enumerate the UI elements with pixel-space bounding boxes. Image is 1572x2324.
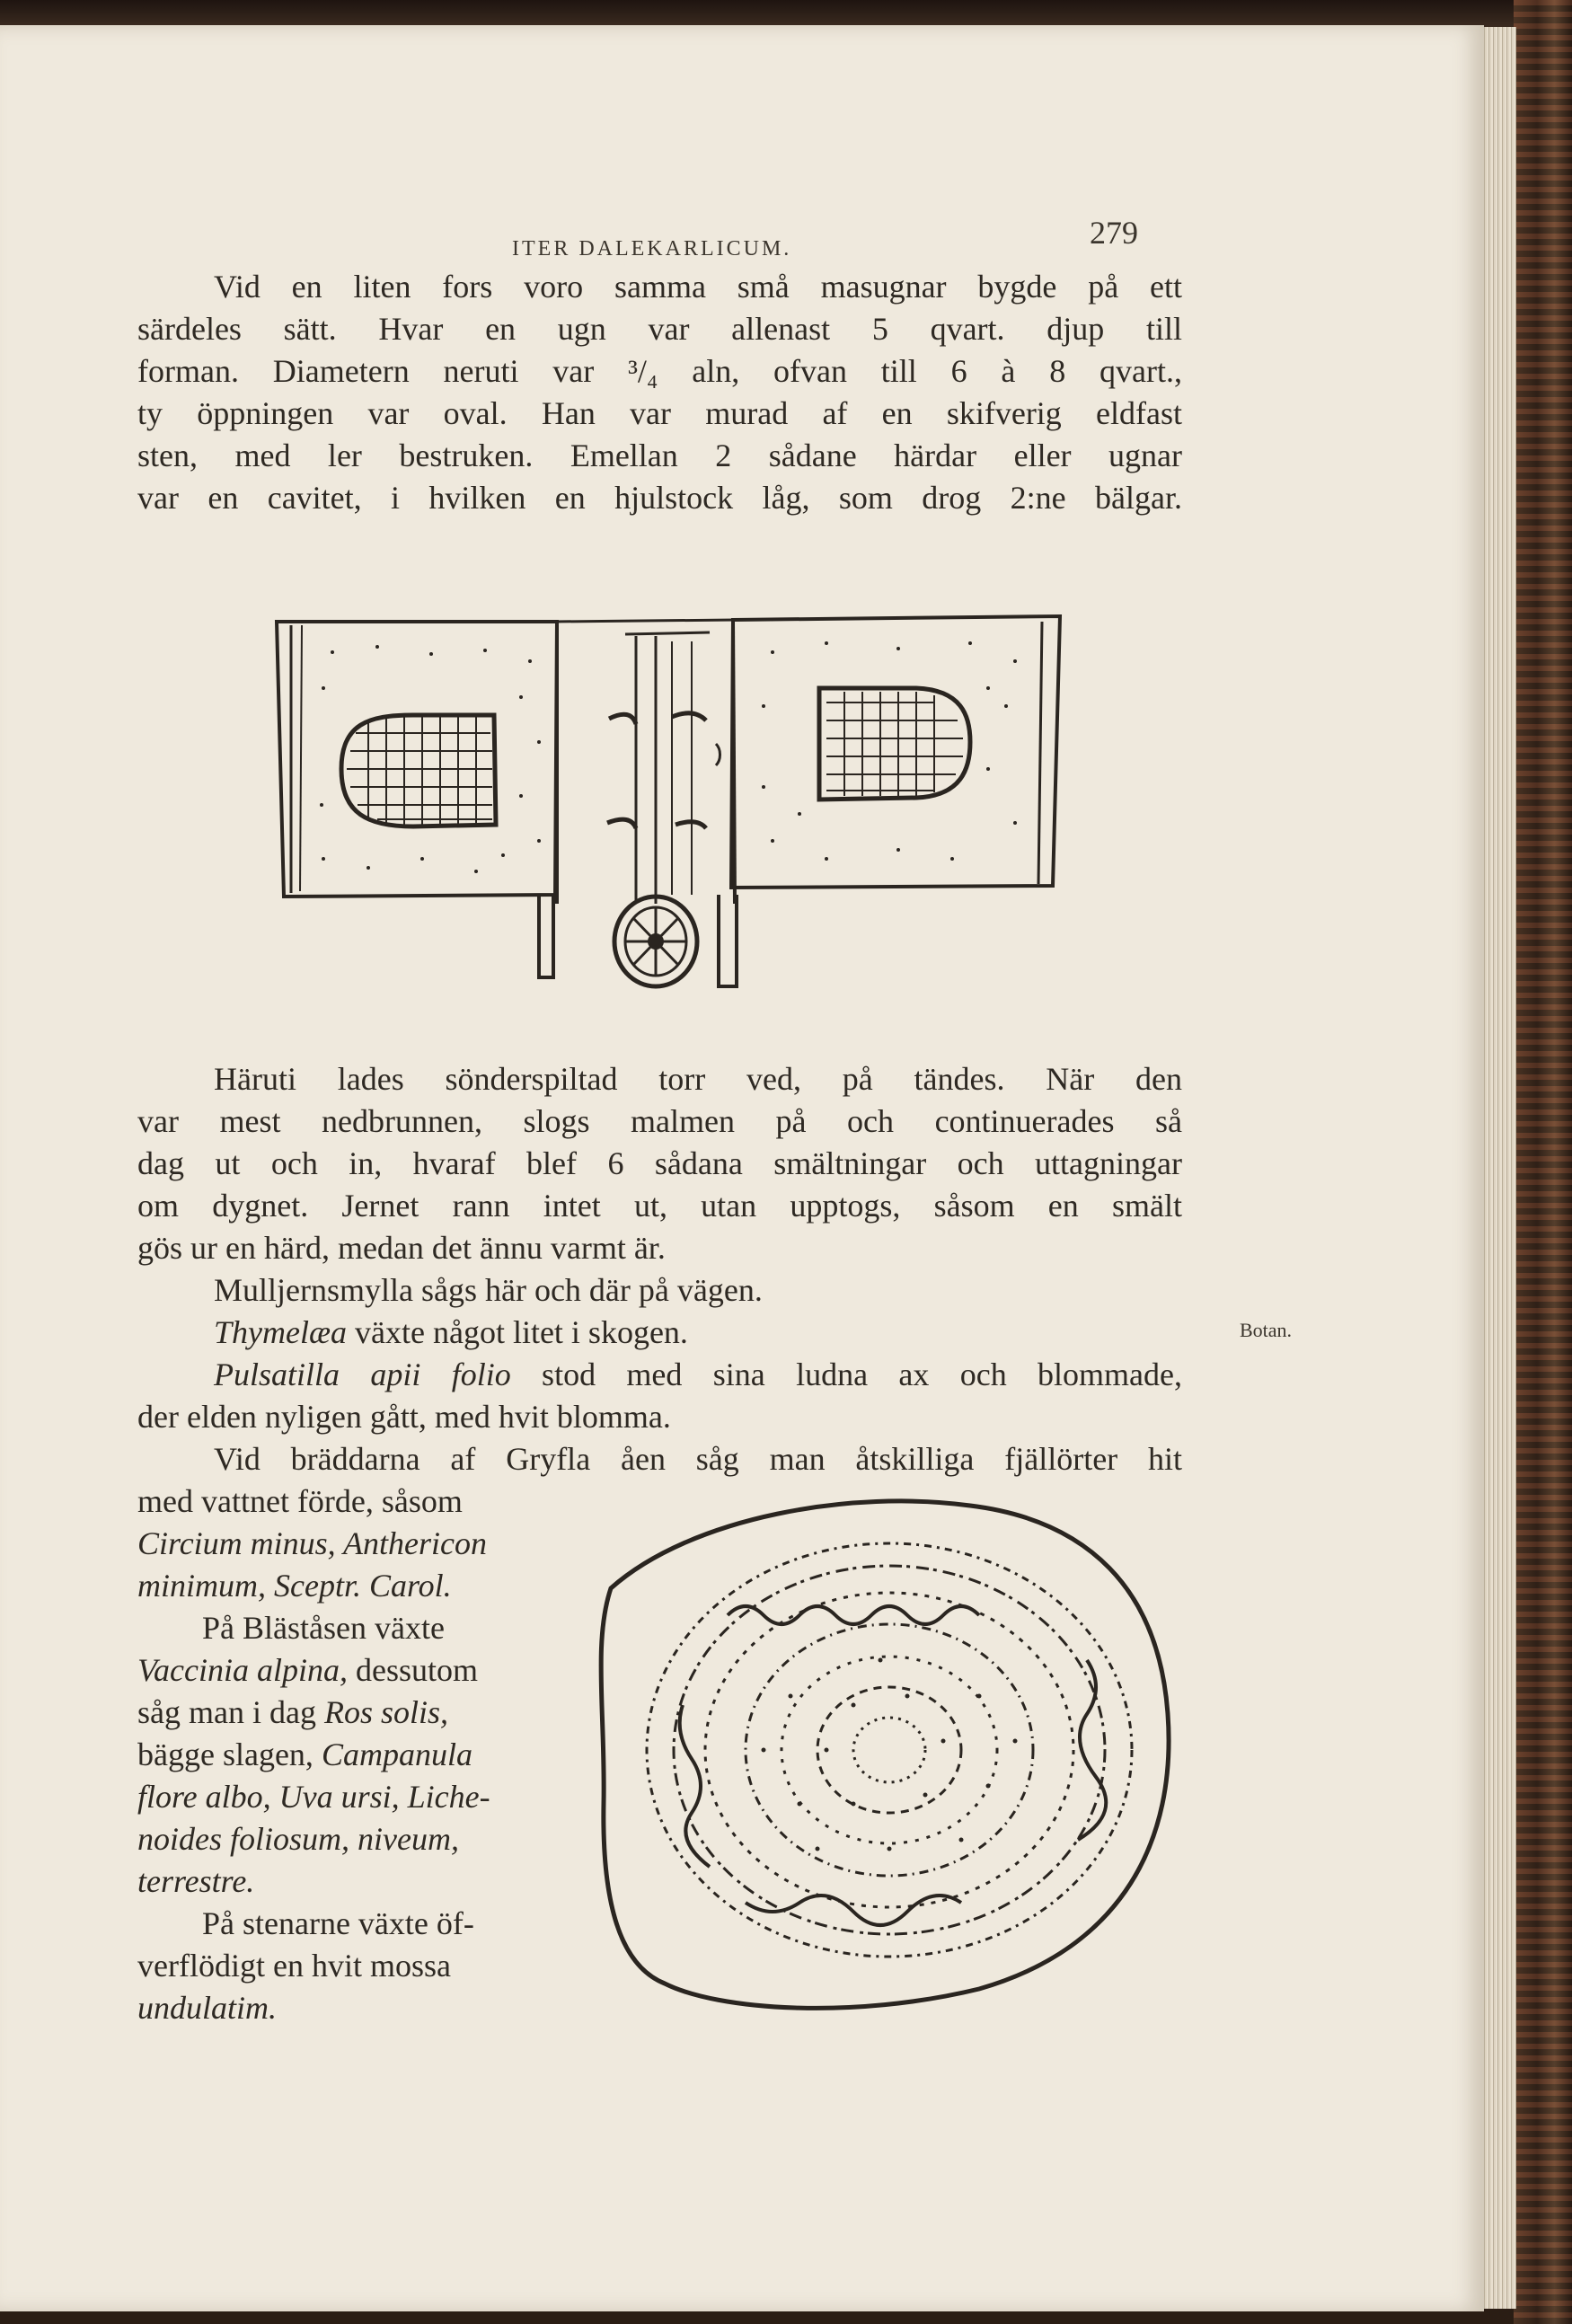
text-line: ty öppningen var oval. Han var murad af en skifverig eldfast	[137, 395, 1182, 431]
text-line-thymelaea: Thymelæa växte något litet i skogen.	[214, 1314, 688, 1350]
text-line: der elden nyligen gått, med hvit blomma.	[137, 1399, 671, 1435]
text-line-mull: Mulljernsmylla sågs här och där på vägen.	[214, 1272, 763, 1308]
margin-note: Botan.	[1240, 1319, 1293, 1341]
text-line: Pulsatilla apii folio stod med sina ludna ax och blommade,	[214, 1356, 1182, 1392]
text-line: Vid en liten fors voro samma små masugnar bygde på ett	[214, 269, 1182, 305]
text-line: flore albo, Uva ursi, Liche-	[137, 1779, 490, 1815]
text-line: forman. Diametern neruti var ³/₄ aln, ofvan till 6 à 8 qvart.,	[137, 353, 1182, 389]
text-line: sten, med ler bestruken. Emellan 2 sådane härdar eller ugnar	[137, 437, 1182, 473]
text-line: var en cavitet, i hvilken en hjulstock låg, som drog 2:ne bälgar.	[137, 480, 1182, 516]
text-line: såg man i dag Ros solis,	[137, 1694, 448, 1730]
text-line: bägge slagen, Campanula	[137, 1736, 472, 1772]
text-line: terrestre.	[137, 1863, 255, 1899]
lichen-stone-illustration	[584, 1480, 1177, 2019]
paragraph-fjallorter	[137, 1438, 1182, 1480]
book-binding-edge	[1514, 0, 1572, 2324]
text-line: gös ur en härd, medan det ännu varmt är.	[137, 1230, 666, 1266]
page-number: 279	[1090, 215, 1138, 251]
text-line: Circium minus, Anthericon	[137, 1525, 487, 1561]
narrow-column-text	[137, 1480, 560, 2029]
text-line: minimum, Sceptr. Carol.	[137, 1568, 452, 1604]
text-line: särdeles sätt. Hvar en ugn var allenast 5 qvart. djup till	[137, 311, 1182, 347]
book-binding-top	[0, 0, 1572, 27]
paragraph-furnace	[137, 266, 1182, 519]
furnace-illustration	[269, 589, 1069, 1003]
text-line: med vattnet förde, såsom	[137, 1483, 463, 1519]
text-line: Vaccinia alpina, dessutom	[137, 1652, 478, 1688]
text-line: På Bläståsen växte	[202, 1610, 445, 1646]
book-page	[0, 25, 1484, 2311]
text-line: Häruti lades sönderspiltad torr ved, på tändes. När den	[214, 1061, 1182, 1097]
text-line: verflödigt en hvit mossa	[137, 1948, 451, 1984]
text-line: På stenarne växte öf-	[202, 1905, 474, 1941]
text-line: undulatim.	[137, 1990, 278, 2026]
text-line: noides foliosum, niveum,	[137, 1821, 459, 1857]
paragraph-pulsatilla	[137, 1354, 1182, 1396]
text-line: om dygnet. Jernet rann intet ut, utan upptogs, såsom en smält	[137, 1188, 1182, 1224]
text-line: Vid bräddarna af Gryfla åen såg man åtskilliga fjällörter hit	[214, 1441, 1182, 1477]
running-head: ITER DALEKARLICUM.	[512, 237, 792, 261]
text-line: dag ut och in, hvaraf blef 6 sådana smältningar och uttagningar	[137, 1145, 1182, 1181]
text-line: var mest nedbrunnen, slogs malmen på och continuerades så	[137, 1103, 1182, 1139]
paragraph-smelting	[137, 1058, 1182, 1227]
